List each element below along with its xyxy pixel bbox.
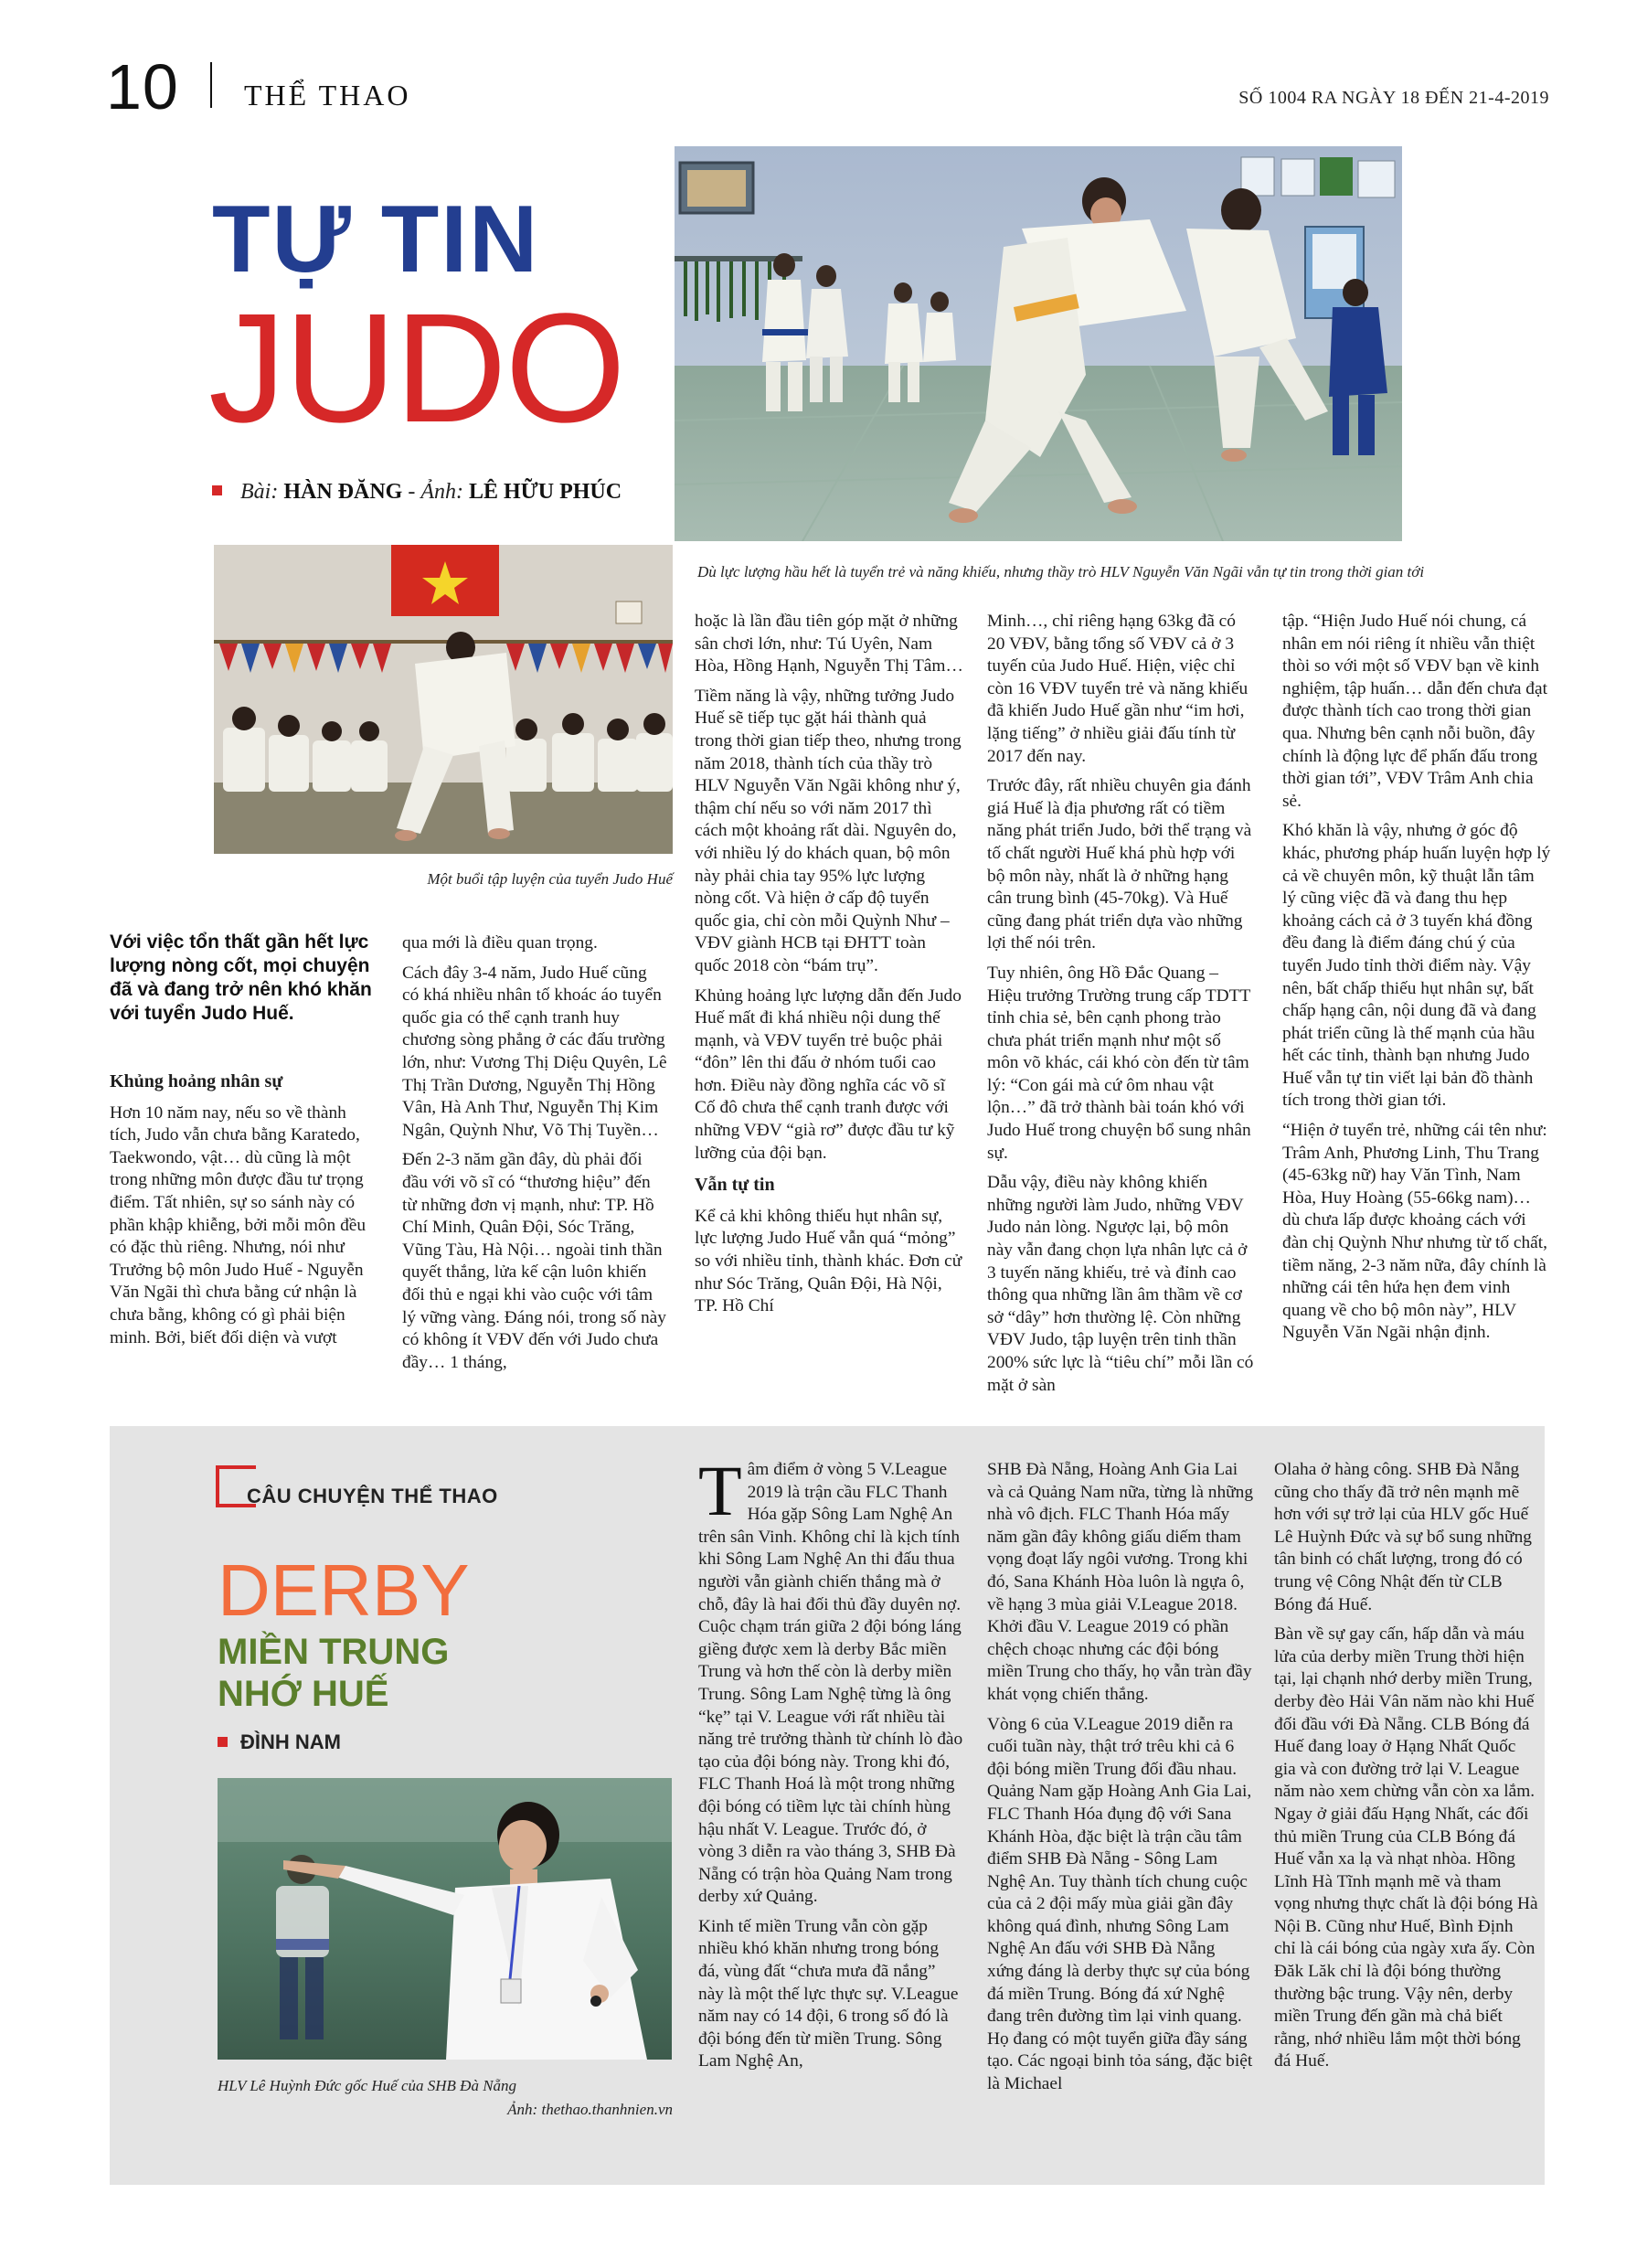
drop-cap: T: [698, 1451, 742, 1530]
paragraph: Hơn 10 năm nay, nếu so về thành tích, Judo vẫn chưa bằng Karatedo, Taekwondo, vật… dù cũng là một trong những môn được đầu tư trọng điểm. Tất nhiên, sự so sánh này có phần khập khiễng, bởi mỗi môn đều có đặc thù riêng. Nhưng, nói như Trưởng bộ môn Judo Huế - Nguyễn Văn Ngãi thì chưa bằng cứ nhận là chưa bằng, không có gì phải biện minh. Bởi, biết đối diện và vượt: [110, 1102, 367, 1347]
byline-label-photo: Ảnh:: [420, 480, 463, 504]
paragraph: Tiềm năng là vậy, những tưởng Judo Huế sẽ tiếp tục gặt hái thành quả trong thời gian tiếp theo, nhưng trong năm 2018, thành tích của thầy trò HLV Nguyễn Văn Ngãi không như ý, thậm chí nếu so với năm 2017 thì cách một khoảng rất dài. Nguyên do, với nhiều lý do khách quan, bộ môn này phải chia tay 95% lực lượng nòng cốt. Và hiện ở cấp độ tuyển quốc gia, chỉ còn mỗi Quỳnh Như – VĐV giành HCB tại ĐHTT toàn quốc 2018 còn “bám trụ”.: [695, 686, 962, 975]
header-divider: [210, 62, 212, 108]
subhead-staffing-crisis: Khủng hoảng nhân sự: [110, 1071, 283, 1091]
training-photo: [214, 545, 673, 854]
paragraph: Khủng hoảng lực lượng dẫn đến Judo Huế mất đi khá nhiều nội dung thế mạnh, và VĐV tuyển trẻ buộc phải “đôn” lên thi đấu ở nhóm tuổi cao hơn. Điều này đồng nghĩa các võ sĩ Cố đô chưa thể cạnh tranh được với những VĐV “già rơ” được đầu tư kỹ lưỡng của đội bạn.: [695, 985, 962, 1163]
coach-photo: [218, 1778, 672, 2060]
article-column-4: [987, 611, 1257, 1404]
paragraph: Minh…, chỉ riêng hạng 63kg đã có 20 VĐV, bằng tổng số VĐV cả ở 3 tuyến của Judo Huế. Hiện, việc chỉ còn 16 VĐV tuyển trẻ và năng khiếu đã khiến Judo Huế gần như “im hơi, lặng tiếng” ở nhiều giải đấu tính từ 2017 đến nay.: [987, 612, 1249, 766]
paragraph: SHB Đà Nẵng, Hoàng Anh Gia Lai và cả Quảng Nam nữa, từng là những nhà vô địch. FLC Thanh Hóa mấy năm gần đây không giấu diếm tham vọng đoạt lấy ngôi vương. Trong khi đó, Sana Khánh Hòa luôn là ngựa ô, về hạng 3 mùa giải V.League 2018. Khởi đầu V. League 2019 có phần chệch choạc nhưng các đội bóng miền Trung cho thấy, họ vẫn tràn đầy khát vọng chiến thắng.: [987, 1460, 1254, 1704]
author-name: ĐÌNH NAM: [240, 1730, 341, 1753]
story-author: [218, 1730, 341, 1754]
issue-info: SỐ 1004 RA NGÀY 18 ĐẾN 21-4-2019: [1238, 88, 1549, 108]
article-column-5: [1282, 611, 1552, 1352]
story-column-1: [698, 1451, 963, 2081]
byline-author: HÀN ĐĂNG: [283, 480, 403, 504]
subhead-still-confident: Vẫn tự tin: [695, 1175, 775, 1196]
paragraph: Vòng 6 của V.League 2019 diễn ra cuối tuần này, thật trớ trêu khi cả 6 đội bóng miền Trung đối đầu nhau. Quảng Nam gặp Hoàng Anh Gia Lai, FLC Thanh Hóa đụng độ với Sana Khánh Hòa, đặc biệt là trận cầu tâm điểm SHB Đà Nẵng - Sông Lam Nghệ An. Tuy thành tích chung cuộc của cả 2 đội mấy mùa giải gần đây không quá đình, nhưng Sông Lam Nghệ An đấu với SHB Đà Nẵng xứng đáng là derby thực sự của bóng đá miền Trung. Bóng đá xứ Nghệ đang trên đường tìm lại vinh quang. Họ đang có một tuyển giữa đầy sáng tạo. Các ngoại binh tỏa sáng, đặc biệt là Michael: [987, 1714, 1253, 2094]
paragraph: “Hiện ở tuyển trẻ, những cái tên như: Trâm Anh, Phương Linh, Thu Trang (45-63kg nữ) hay Văn Tình, Nam Hòa, Huy Hoàng (55-66kg nam)… dù chưa lấp được khoảng cách với đàn chị Quỳnh Như nhưng từ tố chất, tiềm năng, 2-3 năm nữa, đây chính là những cái tên hứa hẹn đem vinh quang về cho bộ môn này”, HLV Nguyễn Văn Ngãi nhận định.: [1282, 1121, 1548, 1343]
main-photo-caption: Dù lực lượng hầu hết là tuyển trẻ và năng khiếu, nhưng thầy trò HLV Nguyễn Văn Ngãi vẫn tự tin trong thời gian tới: [697, 563, 1425, 580]
byline-bullet: [212, 485, 222, 495]
main-photo: [675, 146, 1402, 541]
story-column-3: [1274, 1459, 1539, 2081]
paragraph: Tuy nhiên, ông Hồ Đắc Quang – Hiệu trưởng Trường trung cấp TDTT tỉnh chia sẻ, bên cạnh phong trào chưa phát triển mạnh như một số môn võ khác, cái khó còn đến từ tâm lý: “Con gái mà cứ ôm nhau vật lộn…” đã trở thành bài toán khó với Judo Huế trong chuyện bổ sung nhân sự.: [987, 963, 1251, 1163]
paragraph: Đến 2-3 năm gần đây, dù phải đối đầu với võ sĩ có “thương hiệu” đến từ những đơn vị mạnh, như: TP. Hồ Chí Minh, Quân Đội, Sóc Trăng, Vũng Tàu, Hà Nội… ngoài tinh thần quyết thắng, lửa kế cận luôn khiến đối thủ e ngại khi vào cuộc với tâm lý vững vàng. Đáng nói, trong số này có không ít VĐV đến với Judo chưa đầy… 1 tháng,: [402, 1150, 666, 1372]
paragraph: Kể cả khi không thiếu hụt nhân sự, lực lượng Judo Huế vẫn quá “mỏng” so với nhiều tỉnh, thành khác. Đơn cử như Sóc Trăng, Quân Đội, Hà Nội, TP. Hồ Chí: [695, 1206, 962, 1316]
training-photo-caption: Một buổi tập luyện của tuyển Judo Huế: [427, 870, 673, 888]
article-byline: Bài: HÀN ĐĂNG - Ảnh: LÊ HỮU PHÚC: [212, 480, 622, 505]
byline-photographer: LÊ HỮU PHÚC: [468, 480, 622, 504]
article-column-3: [695, 611, 964, 1326]
article-column-2: [402, 932, 667, 1381]
paragraph: Khó khăn là vậy, nhưng ở góc độ khác, phương pháp huấn luyện hợp lý cả về chuyên môn, kỹ thuật lẫn tâm lý cũng việc đã và đang thu hẹp khoảng cách cả ở 3 tuyến khá đồng đều đang là điểm đáng chú ý của tuyển Judo tỉnh thời điểm này. Vậy nên, bất chấp thiếu hụt nhân sự, bất chấp hạng cân, nội dung đã và đang phát triển cũng là thế mạnh của hầu hết các tỉnh, thành bạn nhưng Judo Huế vẫn tự tin viết lại bản đồ thành tích trong thời gian tới.: [1282, 821, 1551, 1111]
paragraph: [698, 1451, 963, 1909]
story-column-2: [987, 1459, 1254, 2103]
paragraph-text: âm điểm ở vòng 5 V.League 2019 là trận cầu FLC Thanh Hóa gặp Sông Lam Nghệ An trên sân Vinh. Không chỉ là kịch tính khi Sông Lam Nghệ An thi đấu thua người vẫn giành chiến thắng mà ở chỗ, đây là hai đối thủ đầy duyên nợ. Cuộc chạm trán giữa 2 đội bóng láng giềng được xem là derby Bắc miền Trung và hơn thế còn là derby miền Trung. Sông Lam Nghệ từng là ông “kẹ” tại V. League với rất nhiều tài năng trẻ trưởng thành từ chính lò đào tạo của đội bóng này. Trong khi đó, FLC Thanh Hoá là một trong những đội bóng có tiềm lực tài chính hùng hậu nhất V. League. Trước đó, ở vòng 3 diễn ra vào tháng 3, SHB Đà Nẵng có trận hòa Quảng Nam trong derby xứ Quảng.: [698, 1460, 963, 1907]
paragraph: Bàn về sự gay cấn, hấp dẫn và máu lửa của derby miền Trung thời hiện tại, lại chạnh nhớ derby miền Trung, derby đèo Hải Vân năm nào khi Huế đối đầu với Đà Nẵng. CLB Bóng đá Huế đang loay ở Hạng Nhất Quốc gia và con đường trở lại V. League năm nào xem chừng vẫn còn xa lắm. Ngay ở giải đấu Hạng Nhất, các đối thủ miền Trung của CLB Bóng đá Huế vẫn xa lạ và nhạt nhòa. Hồng Lĩnh Hà Tĩnh mạnh mẽ và tham vọng nhưng thực chất là đội bóng Hà Nội B. Cũng như Huế, Bình Định chỉ là cái bóng của ngày xưa ấy. Còn Đăk Lăk chỉ là đội bóng thường thường bậc trung. Vậy nên, derby miền Trung đến gần mà chả biết rằng, nhớ nhiều lắm một thời bóng đá Huế.: [1274, 1624, 1538, 2071]
article-lead: Với việc tổn thất gần hết lực lượng nòng cốt, mọi chuyện đã và đang trở nên khó khăn với tuyển Judo Huế.: [110, 932, 372, 1024]
paragraph: Dẫu vậy, điều này không khiến những người làm Judo, những VĐV Judo nản lòng. Ngược lại, bộ môn này vẫn đang chọn lựa nhân lực cả ở 3 tuyến năng khiếu, trẻ và đỉnh cao thông qua những lần âm thầm về cơ sở “dây” hơn thường lệ. Còn những VĐV Judo, tập luyện trên tinh thần 200% sức lực là “tiêu chí” mỗi lần có mặt ở sàn: [987, 1173, 1254, 1395]
paragraph: Trước đây, rất nhiều chuyên gia đánh giá Huế là địa phương rất có tiềm năng phát triển Judo, bởi thể trạng và tố chất người Huế khá phù hợp với bộ môn này, nhất là ở những hạng cân trung bình (45-70kg). Và Huế cũng đang phát triển dựa vào những lợi thế nói trên.: [987, 776, 1252, 953]
author-bullet: [218, 1737, 228, 1747]
article-title-line1: TỰ TIN: [212, 186, 540, 293]
story-title-nhớ-huế: NHỚ HUẾ: [218, 1674, 389, 1714]
paragraph: Cách đây 3-4 năm, Judo Huế cũng có khá nhiều nhân tố khoác áo tuyển quốc gia có thể cạnh tranh huy chương sòng phẳng ở các đấu trường lớn, như: Vương Thị Diệu Quyên, Lê Thị Trần Dương, Nguyễn Thị Hồng Vân, Hà Anh Thư, Nguyễn Thị Kim Ngân, Quỳnh Như, Võ Thị Tuyền…: [402, 963, 667, 1140]
coach-photo-caption: HLV Lê Huỳnh Đức gốc Huế của SHB Đà Nẵng: [218, 2077, 517, 2094]
paragraph: Kinh tế miền Trung vẫn còn gặp nhiều khó khăn nhưng trong bóng đá, vùng đất “chưa mưa đã nắng” này là một thế lực thực sự. V.League năm nay có 14 đội, 6 trong số đó là đội bóng đến từ miền Trung. Sông Lam Nghệ An,: [698, 1916, 959, 2071]
section-title: THỂ THAO: [244, 79, 411, 112]
article-column-1: [110, 1071, 380, 1369]
coach-photo-credit: Ảnh: thethao.thanhnien.vn: [507, 2101, 673, 2118]
paragraph: tập. “Hiện Judo Huế nói chung, cá nhân em nói riêng ít nhiều vẫn thiệt thòi so với một số VĐV bạn về kinh nghiệm, tập huấn… dẫn đến chưa đạt được thành tích cao trong thời gian qua. Nhưng bên cạnh nỗi buồn, đây chính là động lực để phấn đấu trong thời gian tới”, VĐV Trâm Anh chia sẻ.: [1282, 612, 1547, 811]
paragraph: Olaha ở hàng công. SHB Đà Nẵng cũng cho thấy đã trở nên mạnh mẽ hơn với sự trở lại của HLV gốc Huế Lê Huỳnh Đức và sự bổ sung những tân binh có chất lượng, trong đó có trung vệ Công Nhật đến từ CLB Bóng đá Huế.: [1274, 1460, 1532, 1614]
story-title-line2: [218, 1631, 449, 1715]
article-title-line2: JUDO: [208, 282, 624, 455]
paragraph: qua mới là điều quan trọng.: [402, 933, 598, 953]
story-section-label: CÂU CHUYỆN THỂ THAO: [247, 1485, 498, 1507]
page-number: 10: [106, 51, 179, 122]
story-title-miền-trung: MIỀN TRUNG: [218, 1632, 450, 1672]
byline-label-text: Bài:: [240, 480, 279, 504]
story-title-line1: DERBY: [218, 1549, 470, 1631]
paragraph: hoặc là lần đầu tiên góp mặt ở những sân chơi lớn, như: Tú Uyên, Nam Hòa, Hồng Hạnh, Nguyễn Thị Tâm…: [695, 612, 963, 676]
